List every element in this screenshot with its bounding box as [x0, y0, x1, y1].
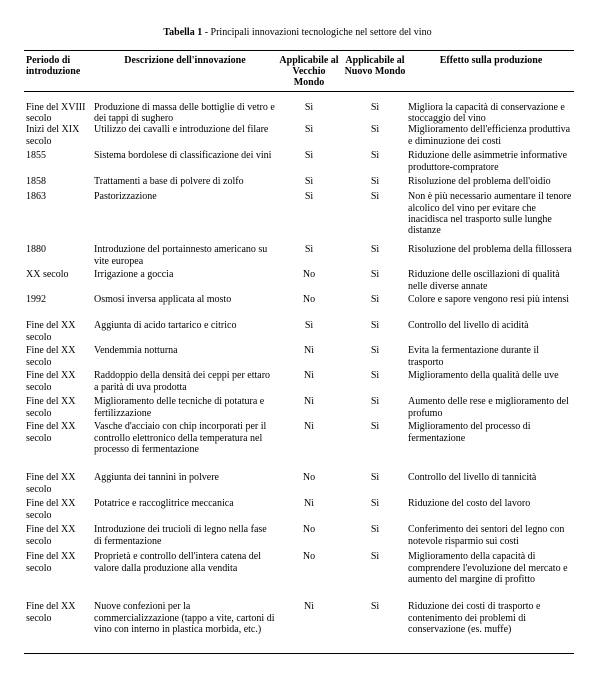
effect-cell: Conferimento dei sentori del legno con notevole risparmio sui costi	[408, 524, 565, 547]
table-row	[24, 472, 574, 498]
new-world-cell: Sì	[370, 396, 380, 408]
effect-cell: Evita la fermentazione durante il trasporto	[408, 345, 540, 368]
old-world-cell: No	[302, 294, 316, 306]
table-row	[24, 191, 574, 244]
period-cell: 1880	[26, 244, 46, 256]
effect-cell: Controllo del livello di tannicità	[408, 472, 537, 484]
table-row	[24, 269, 574, 294]
old-world-cell: No	[302, 472, 316, 484]
effect-cell: Miglioramento dell'efficienza produttiva e diminuzione dei costi	[408, 124, 571, 147]
period-cell: 1855	[26, 150, 46, 162]
old-world-cell: Nì	[304, 370, 314, 382]
period-cell: Fine del XX secolo	[26, 345, 76, 368]
old-world-cell: Sì	[304, 102, 314, 113]
new-world-cell: Sì	[370, 472, 380, 484]
table-row	[24, 498, 574, 524]
header-description: Descrizione dell'innovazione	[94, 51, 276, 92]
header-old-world: Applicabile al Vecchio Mondo	[276, 51, 342, 92]
header-row	[24, 51, 574, 92]
effect-cell: Controllo del livello di acidità	[408, 320, 529, 332]
period-cell: Inizi del XIX secolo	[26, 124, 80, 147]
effect-cell: Riduzione delle asimmetrie informative produttore-compratore	[408, 150, 568, 173]
description-cell: Osmosi inversa applicata al mosto	[94, 294, 232, 306]
period-cell: Fine del XX secolo	[26, 472, 76, 495]
new-world-cell: Sì	[370, 421, 380, 433]
old-world-cell: No	[302, 551, 316, 563]
old-world-cell: Sì	[304, 244, 314, 256]
description-cell: Vendemmia notturna	[94, 345, 178, 357]
new-world-cell: Sì	[370, 370, 380, 382]
table-row	[24, 124, 574, 150]
header-new-world: Applicabile al Nuovo Mondo	[342, 51, 408, 92]
description-cell: Aggiunta di acido tartarico e citrico	[94, 320, 237, 332]
table-row	[24, 421, 574, 472]
table-row	[24, 396, 574, 421]
description-cell: Trattamenti a base di polvere di zolfo	[94, 176, 244, 188]
effect-cell: Miglioramento del processo di fermentazione	[408, 421, 531, 444]
table-row	[24, 524, 574, 551]
old-world-cell: Sì	[304, 320, 314, 332]
old-world-cell: Sì	[304, 150, 314, 162]
period-cell: Fine del XX secolo	[26, 498, 76, 521]
description-cell: Miglioramento delle tecniche di potatura e fertilizzazione	[94, 396, 265, 419]
period-cell: Fine del XX secolo	[26, 551, 76, 574]
new-world-cell: Sì	[370, 102, 380, 113]
description-cell: Sistema bordolese di classificazione dei vini	[94, 150, 272, 162]
new-world-cell: Sì	[370, 345, 380, 357]
old-world-cell: No	[302, 524, 316, 536]
new-world-cell: Sì	[370, 124, 380, 136]
period-cell: 1992	[26, 294, 46, 306]
old-world-cell: Sì	[304, 176, 314, 188]
description-cell: Pastorizzazione	[94, 191, 157, 203]
effect-cell: Risoluzione del problema dell'oidio	[408, 176, 551, 188]
effect-cell: Colore e sapore vengono resi più intensi	[408, 294, 570, 306]
period-cell: 1858	[26, 176, 46, 188]
innovations-table	[24, 50, 574, 654]
period-cell: Fine del XVIII secolo	[26, 102, 86, 125]
table-row	[24, 320, 574, 345]
new-world-cell: Sì	[370, 150, 380, 162]
table-row	[24, 551, 574, 601]
table-row	[24, 244, 574, 269]
description-cell: Potatrice e raccoglitrice meccanica	[94, 498, 234, 510]
period-cell: XX secolo	[26, 269, 69, 281]
new-world-cell: Sì	[370, 269, 380, 281]
new-world-cell: Sì	[370, 176, 380, 188]
period-cell: Fine del XX secolo	[26, 396, 76, 419]
period-cell: 1863	[26, 191, 46, 203]
table-caption	[0, 27, 595, 39]
effect-cell: Riduzione del costo del lavoro	[408, 498, 531, 510]
period-cell: Fine del XX secolo	[24, 601, 94, 653]
table-row	[24, 601, 574, 653]
old-world-cell: Nì	[304, 421, 314, 433]
old-world-cell: Sì	[304, 124, 314, 136]
effect-cell: Migliora la capacità di conservazione e stoccaggio del vino	[408, 102, 565, 125]
period-cell: Fine del XX secolo	[26, 421, 76, 444]
description-cell: Introduzione del portainnesto americano su vite europea	[94, 244, 268, 267]
table-body	[24, 92, 574, 654]
description-cell: Raddoppio della densità dei ceppi per ettaro a parità di uva prodotta	[94, 370, 271, 393]
description-cell: Proprietà e controllo dell'intera catena del valore dalla produzione alla vendita	[94, 551, 262, 574]
table-row	[24, 92, 574, 125]
table-row	[24, 150, 574, 176]
description-cell: Irrigazione a goccia	[94, 269, 174, 281]
period-cell: Fine del XX secolo	[26, 370, 76, 393]
old-world-cell: Nì	[304, 498, 314, 510]
new-world-cell: Sì	[342, 601, 408, 653]
new-world-cell: Sì	[370, 498, 380, 510]
effect-cell: Risoluzione del problema della fillossera	[408, 244, 572, 256]
table-row	[24, 294, 574, 320]
description-cell: Aggiunta dei tannini in polvere	[94, 472, 219, 484]
new-world-cell: Sì	[370, 551, 380, 563]
effect-cell: Miglioramento della capacità di comprendere l'evoluzione del mercato e aumento del margine di profitto	[408, 551, 568, 585]
period-cell: Fine del XX secolo	[26, 320, 76, 343]
header-period: Periodo di introduzione	[24, 51, 94, 92]
effect-cell: Miglioramento della qualità delle uve	[408, 370, 559, 382]
table-header	[24, 51, 574, 92]
new-world-cell: Sì	[370, 524, 380, 536]
description-cell: Utilizzo dei cavalli e introduzione del filare	[94, 124, 269, 136]
table-caption-label: Tabella 1	[163, 27, 203, 38]
effect-cell: Riduzione delle oscillazioni di qualità nelle diverse annate	[408, 269, 560, 292]
new-world-cell: Sì	[370, 244, 380, 256]
old-world-cell: Sì	[304, 191, 314, 203]
period-cell: Fine del XX secolo	[26, 524, 76, 547]
table-row	[24, 176, 574, 191]
new-world-cell: Sì	[370, 294, 380, 306]
new-world-cell: Sì	[370, 320, 380, 332]
old-world-cell: Nì	[304, 345, 314, 357]
old-world-cell: Nì	[304, 396, 314, 408]
effect-cell: Non è più necessario aumentare il tenore alcolico del vino per evitare che inacidisca nel trasporto sulle lunghe distanze	[408, 191, 572, 237]
header-effect: Effetto sulla produzione	[408, 51, 574, 92]
effect-cell: Riduzione dei costi di trasporto e contenimento dei problemi di conservazione (es. muffe)	[408, 601, 574, 653]
description-cell: Produzione di massa delle bottiglie di vetro e dei tappi di sughero	[94, 102, 275, 125]
table-caption-text: - Principali innovazioni tecnologiche nel settore del vino	[202, 27, 432, 38]
table-row	[24, 370, 574, 396]
description-cell: Introduzione dei trucioli di legno nella fase di fermentazione	[94, 524, 267, 547]
description-cell: Vasche d'acciaio con chip incorporati per il controllo elettronico della temperatura nel processo di fermentazione	[94, 421, 267, 455]
old-world-cell: Nì	[276, 601, 342, 653]
table-row	[24, 345, 574, 370]
old-world-cell: No	[302, 269, 316, 281]
description-cell: Nuove confezioni per la commercializzazione (tappo a vite, cartoni di vino con interno in plastica morbida, etc.)	[94, 601, 276, 653]
effect-cell: Aumento delle rese e miglioramento del profumo	[408, 396, 569, 419]
new-world-cell: Sì	[370, 191, 380, 203]
